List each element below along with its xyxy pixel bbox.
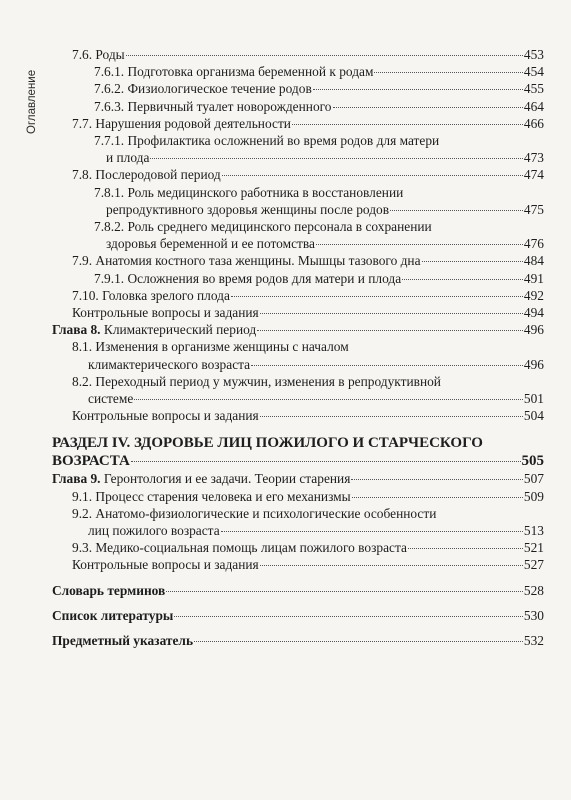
- leader-dots: [352, 497, 523, 498]
- toc-entry: [52, 304, 544, 321]
- page-number: 530: [523, 607, 544, 623]
- toc-entry-text: 7.6. Роды: [72, 47, 125, 62]
- toc-entry-text: Контрольные вопросы и задания: [72, 557, 259, 573]
- toc-entry-row: [52, 46, 544, 63]
- leader-dots: [194, 641, 523, 642]
- toc-entry-text: 7.6.3. Первичный туалет новорожденного: [94, 98, 332, 114]
- toc-entry-continuation: климактерического возраста: [88, 356, 251, 372]
- page-number: 474: [523, 167, 544, 183]
- toc-entry-title: [72, 304, 259, 321]
- toc-entry-title: [72, 46, 125, 63]
- toc-entry-continuation: здоровья беременной и ее потомства: [106, 236, 315, 252]
- toc-entry: [52, 98, 544, 115]
- page-number: 496: [523, 356, 544, 372]
- page-number: 455: [523, 81, 544, 97]
- leader-dots: [126, 55, 523, 56]
- leader-dots: [316, 244, 523, 245]
- toc-entry-text: 9.3. Медико-социальная помощь лицам пожилого возраста: [72, 540, 407, 556]
- leader-dots: [408, 548, 523, 549]
- leader-dots: [231, 296, 523, 297]
- leader-dots: [374, 72, 522, 73]
- toc-entry-row: [52, 235, 544, 252]
- toc-entry-title: [72, 252, 421, 269]
- running-header-label: Оглавление: [26, 69, 38, 134]
- toc-entry: [52, 373, 544, 407]
- toc-entry-text: 7.6.1. Подготовка организма беременной к родам: [94, 64, 374, 80]
- toc-entry-continuation: лиц пожилого возраста: [88, 523, 220, 539]
- toc-entry-title: [52, 321, 256, 338]
- toc-entry-row: [52, 539, 544, 556]
- back-matter-title: Словарь терминов: [52, 582, 166, 598]
- toc-entry-text: 7.6.2. Физиологическое течение родов: [94, 81, 312, 97]
- leader-dots: [131, 461, 521, 462]
- page-number: 527: [523, 557, 544, 573]
- toc-entry: [52, 470, 544, 487]
- toc-entry-title: [52, 470, 350, 487]
- toc-entry-row: [52, 270, 544, 287]
- toc-entry-title: 8.1. Изменения в организме женщины с началом: [72, 339, 349, 355]
- toc-entry-row: [52, 115, 544, 132]
- toc-entry: [52, 184, 544, 218]
- table-of-contents: [52, 46, 544, 649]
- toc-entry: [52, 407, 544, 424]
- toc-entry-row: [52, 356, 544, 373]
- page-number: 476: [523, 236, 544, 252]
- toc-entry: [52, 539, 544, 556]
- toc-entry: [52, 252, 544, 269]
- toc-entry-title: 9.2. Анатомо-физиологические и психологические особенности: [72, 505, 437, 521]
- page-number: 484: [523, 253, 544, 269]
- toc-entry: [52, 488, 544, 505]
- toc-entry-title: [72, 115, 291, 132]
- page-number: 501: [523, 391, 544, 407]
- leader-dots: [257, 330, 523, 331]
- toc-entry-row: [52, 287, 544, 304]
- page-number: 492: [523, 287, 544, 303]
- leader-dots: [390, 210, 523, 211]
- toc-entry-text: 9.1. Процесс старения человека и его механизмы: [72, 488, 351, 504]
- toc-entry: [52, 46, 544, 63]
- toc-entry: [52, 132, 544, 166]
- toc-entry-text: 7.8. Послеродовой период: [72, 167, 221, 183]
- leader-dots: [402, 279, 523, 280]
- toc-entry: [52, 218, 544, 252]
- toc-entry: [52, 80, 544, 97]
- toc-entry-row: [52, 556, 544, 573]
- leader-dots: [422, 261, 523, 262]
- leader-dots: [221, 531, 523, 532]
- toc-entry-continuation: системе: [88, 391, 134, 407]
- page-number: 466: [523, 115, 544, 131]
- toc-entry-row: [52, 149, 544, 166]
- leader-dots: [292, 124, 523, 125]
- page-number: 507: [523, 471, 544, 487]
- leader-dots: [351, 479, 523, 480]
- page-number: 464: [523, 98, 544, 114]
- toc-entry: [52, 115, 544, 132]
- toc-entry-text: 7.10. Головка зрелого плода: [72, 287, 230, 303]
- page-number: 504: [523, 408, 544, 424]
- toc-entry-row: [52, 470, 544, 487]
- section-heading: [52, 434, 544, 470]
- leader-dots: [222, 175, 523, 176]
- toc-entry-row: [52, 407, 544, 424]
- toc-entry: [52, 270, 544, 287]
- back-matter-row: [52, 607, 544, 624]
- section-title-row: [52, 452, 544, 470]
- toc-entry-title: [72, 556, 259, 573]
- page-number: 473: [523, 150, 544, 166]
- toc-entry-row: [52, 201, 544, 218]
- toc-entry: [52, 287, 544, 304]
- leader-dots: [260, 313, 523, 314]
- toc-entry-row: [52, 488, 544, 505]
- toc-entry-title: [72, 539, 407, 556]
- toc-entry-text: 7.9.1. Осложнения во время родов для матери и плода: [94, 270, 402, 286]
- page-number: 521: [523, 540, 544, 556]
- leader-dots: [313, 89, 523, 90]
- page-number: 505: [521, 453, 544, 470]
- page-number: 509: [523, 488, 544, 504]
- page-number: 454: [523, 64, 544, 80]
- toc-entry-continuation: репродуктивного здоровья женщины после родов: [106, 201, 390, 217]
- back-matter-title: Предметный указатель: [52, 633, 194, 649]
- back-matter-title: Список литературы: [52, 607, 174, 623]
- toc-entry-title: [94, 63, 373, 80]
- back-matter-row: [52, 632, 544, 649]
- leader-dots: [251, 365, 523, 366]
- toc-entry-text: Геронтология и ее задачи. Теории старения: [103, 471, 351, 487]
- toc-entry-text: Контрольные вопросы и задания: [72, 408, 259, 424]
- toc-entry: [52, 321, 544, 338]
- toc-entry-title: [94, 80, 312, 97]
- chapter-number: Глава 9.: [52, 471, 101, 487]
- page-number: 475: [523, 201, 544, 217]
- toc-entry-title: [72, 166, 221, 183]
- leader-dots: [260, 565, 523, 566]
- toc-entry-title: 7.7.1. Профилактика осложнений во время родов для матери: [94, 133, 440, 149]
- toc-entry-row: [52, 321, 544, 338]
- toc-entry-title: [72, 287, 230, 304]
- leader-dots: [260, 416, 523, 417]
- leader-dots: [134, 399, 523, 400]
- toc-entry: [52, 505, 544, 539]
- toc-entry-row: [52, 304, 544, 321]
- toc-entry: [52, 63, 544, 80]
- chapter-number: Глава 8.: [52, 322, 101, 338]
- toc-entry-continuation: и плода: [106, 150, 150, 166]
- toc-entry-text: Контрольные вопросы и задания: [72, 305, 259, 321]
- running-header: [12, 44, 38, 134]
- page-number: 491: [523, 270, 544, 286]
- toc-entry-row: [52, 390, 544, 407]
- toc-entry-row: [52, 166, 544, 183]
- page-number: 496: [523, 322, 544, 338]
- section-title: РАЗДЕЛ IV. ЗДОРОВЬЕ ЛИЦ ПОЖИЛОГО И СТАРЧЕСКОГО: [52, 435, 483, 452]
- toc-entry-title: 7.8.1. Роль медицинского работника в восстановлении: [94, 184, 404, 200]
- toc-entry-title: [72, 488, 351, 505]
- page-number: 528: [523, 582, 544, 598]
- page-number: 494: [523, 305, 544, 321]
- leader-dots: [333, 107, 523, 108]
- page-number: 453: [523, 47, 544, 62]
- toc-entry: [52, 166, 544, 183]
- toc-entry-title: [94, 270, 401, 287]
- back-matter-row: [52, 582, 544, 599]
- toc-entry-row: [52, 252, 544, 269]
- toc-entry-title: [94, 98, 332, 115]
- toc-entry: [52, 338, 544, 372]
- leader-dots: [174, 616, 523, 617]
- toc-entry-text: 7.7. Нарушения родовой деятельности: [72, 115, 291, 131]
- page-number: 532: [523, 633, 544, 649]
- toc-entry-text: Климактерический период: [103, 322, 257, 338]
- toc-entry-row: [52, 80, 544, 97]
- toc-entry: [52, 556, 544, 573]
- toc-entry-row: [52, 63, 544, 80]
- toc-entry-text: 7.9. Анатомия костного таза женщины. Мышцы тазового дна: [72, 253, 421, 269]
- page-number: 513: [523, 523, 544, 539]
- toc-entry-title: 8.2. Переходный период у мужчин, изменения в репродуктивной: [72, 373, 441, 389]
- toc-entry-row: [52, 522, 544, 539]
- toc-entry-title: [72, 407, 259, 424]
- leader-dots: [166, 591, 523, 592]
- leader-dots: [150, 158, 522, 159]
- toc-entry-row: [52, 98, 544, 115]
- section-title-continuation: ВОЗРАСТА: [52, 453, 130, 470]
- toc-entry-title: 7.8.2. Роль среднего медицинского персонала в сохранении: [94, 219, 432, 235]
